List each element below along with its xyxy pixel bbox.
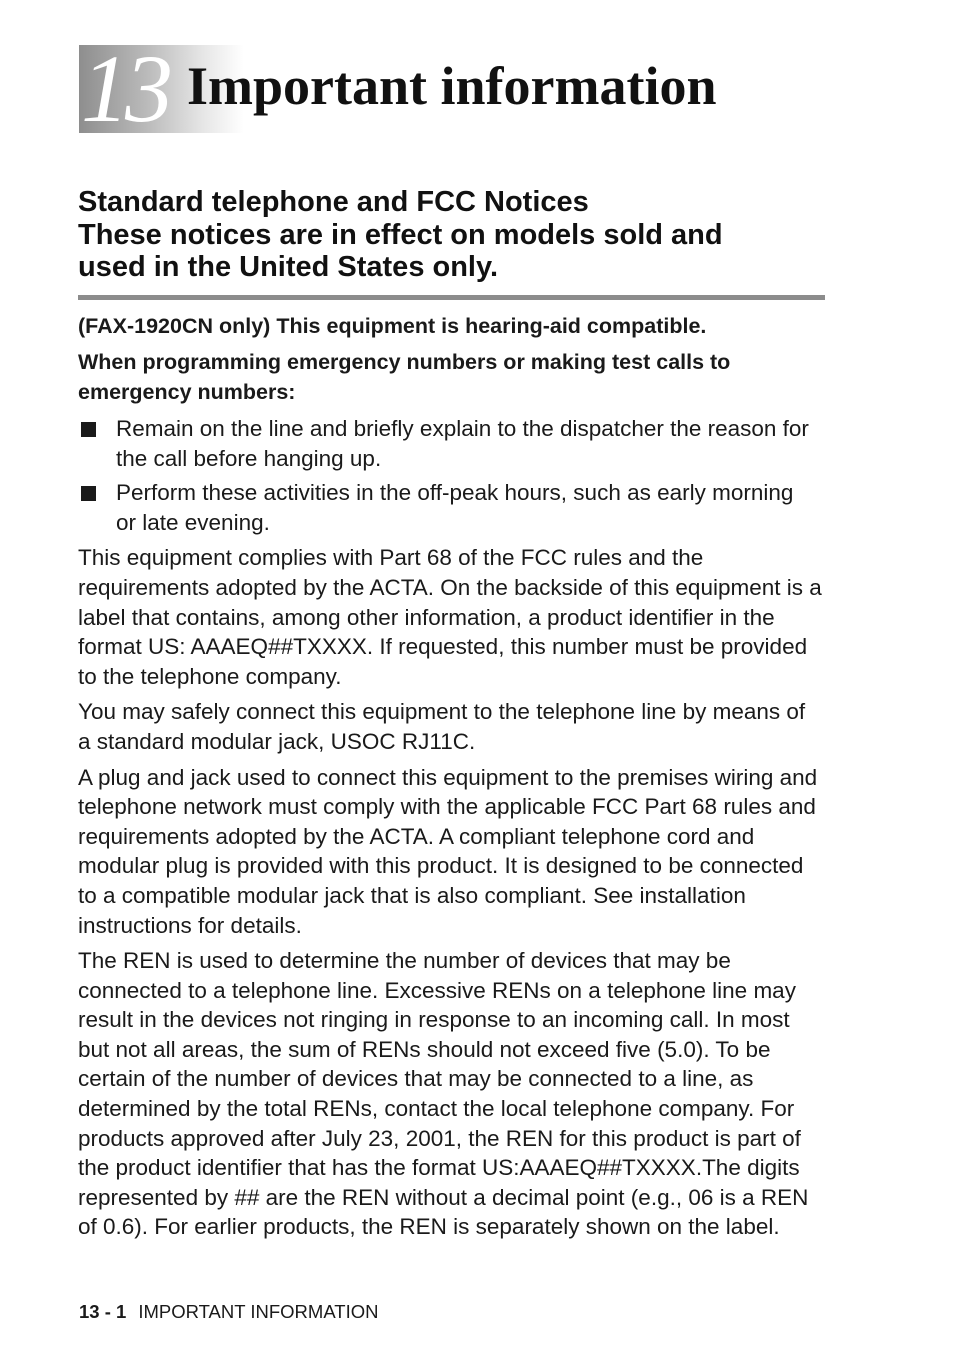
hearing-aid-notice: (FAX-1920CN only) This equipment is hearing-aid compatible. xyxy=(78,313,707,338)
square-bullet-icon xyxy=(81,486,96,501)
chapter-header xyxy=(79,35,779,142)
section-title-line: These notices are in effect on models sold and xyxy=(78,218,723,251)
page-number: 13 - 1 xyxy=(79,1301,127,1322)
section-divider xyxy=(78,295,825,300)
emergency-bullet-list xyxy=(78,414,828,537)
section-title-line: Standard telephone and FCC Notices xyxy=(78,186,589,218)
ren-paragraph: The REN is used to determine the number of devices that may be connected to a telephone line. Excessive RENs on a telephone line may result in the devices not ringing in response to an incoming call. In most but not all areas, the sum of RENs should not exceed five (5.0). To be certain of the number of devices that may be connected to a line, as determined by the total RENs, contact the local telephone company. For products approved after July 23, 2001, the REN for this product is part of the product identifier that has the format US:AAAEQ##TXXXX.The digits represented by ## are the REN without a decimal point (e.g., 06 is a REN of 0.6). For earlier products, the REN is separately shown on the label. xyxy=(78,948,809,1240)
list-item xyxy=(78,414,816,473)
section-title-line: used in the United States only. xyxy=(78,251,499,283)
chapter-title: Important information xyxy=(187,56,717,116)
footer-label: IMPORTANT INFORMATION xyxy=(138,1301,379,1322)
square-bullet-icon xyxy=(81,422,96,437)
bullet-text: Remain on the line and briefly explain to the dispatcher the reason for the call before hanging up. xyxy=(116,416,809,471)
emergency-heading: When programming emergency numbers or making test calls to emergency numbers: xyxy=(78,350,731,404)
plug-jack-paragraph: A plug and jack used to connect this equipment to the premises wiring and telephone network must comply with the applicable FCC Part 68 rules and requirements adopted by the ACTA. A compliant telephone cord and modular plug is provided with this product. It is designed to be connected to a compatible modular jack that is also compliant. See installation instructions for details. xyxy=(78,764,818,938)
section-title xyxy=(78,186,828,284)
page-content xyxy=(78,186,828,1242)
modular-jack-paragraph: You may safely connect this equipment to the telephone line by means of a standard modular jack, USOC RJ11C. xyxy=(78,699,806,754)
fcc-compliance-paragraph: This equipment complies with Part 68 of the FCC rules and the requirements adopted by the ACTA. On the backside of this equipment is a label that contains, among other information, a product identifier in the format US: AAAEQ##TXXXX. If requested, this number must be provided to the telephone company. xyxy=(78,545,822,689)
page-footer xyxy=(79,1300,378,1324)
list-item xyxy=(78,478,816,537)
bullet-text: Perform these activities in the off-peak hours, such as early morning or late evening. xyxy=(116,480,794,535)
chapter-number: 13 xyxy=(81,35,169,142)
